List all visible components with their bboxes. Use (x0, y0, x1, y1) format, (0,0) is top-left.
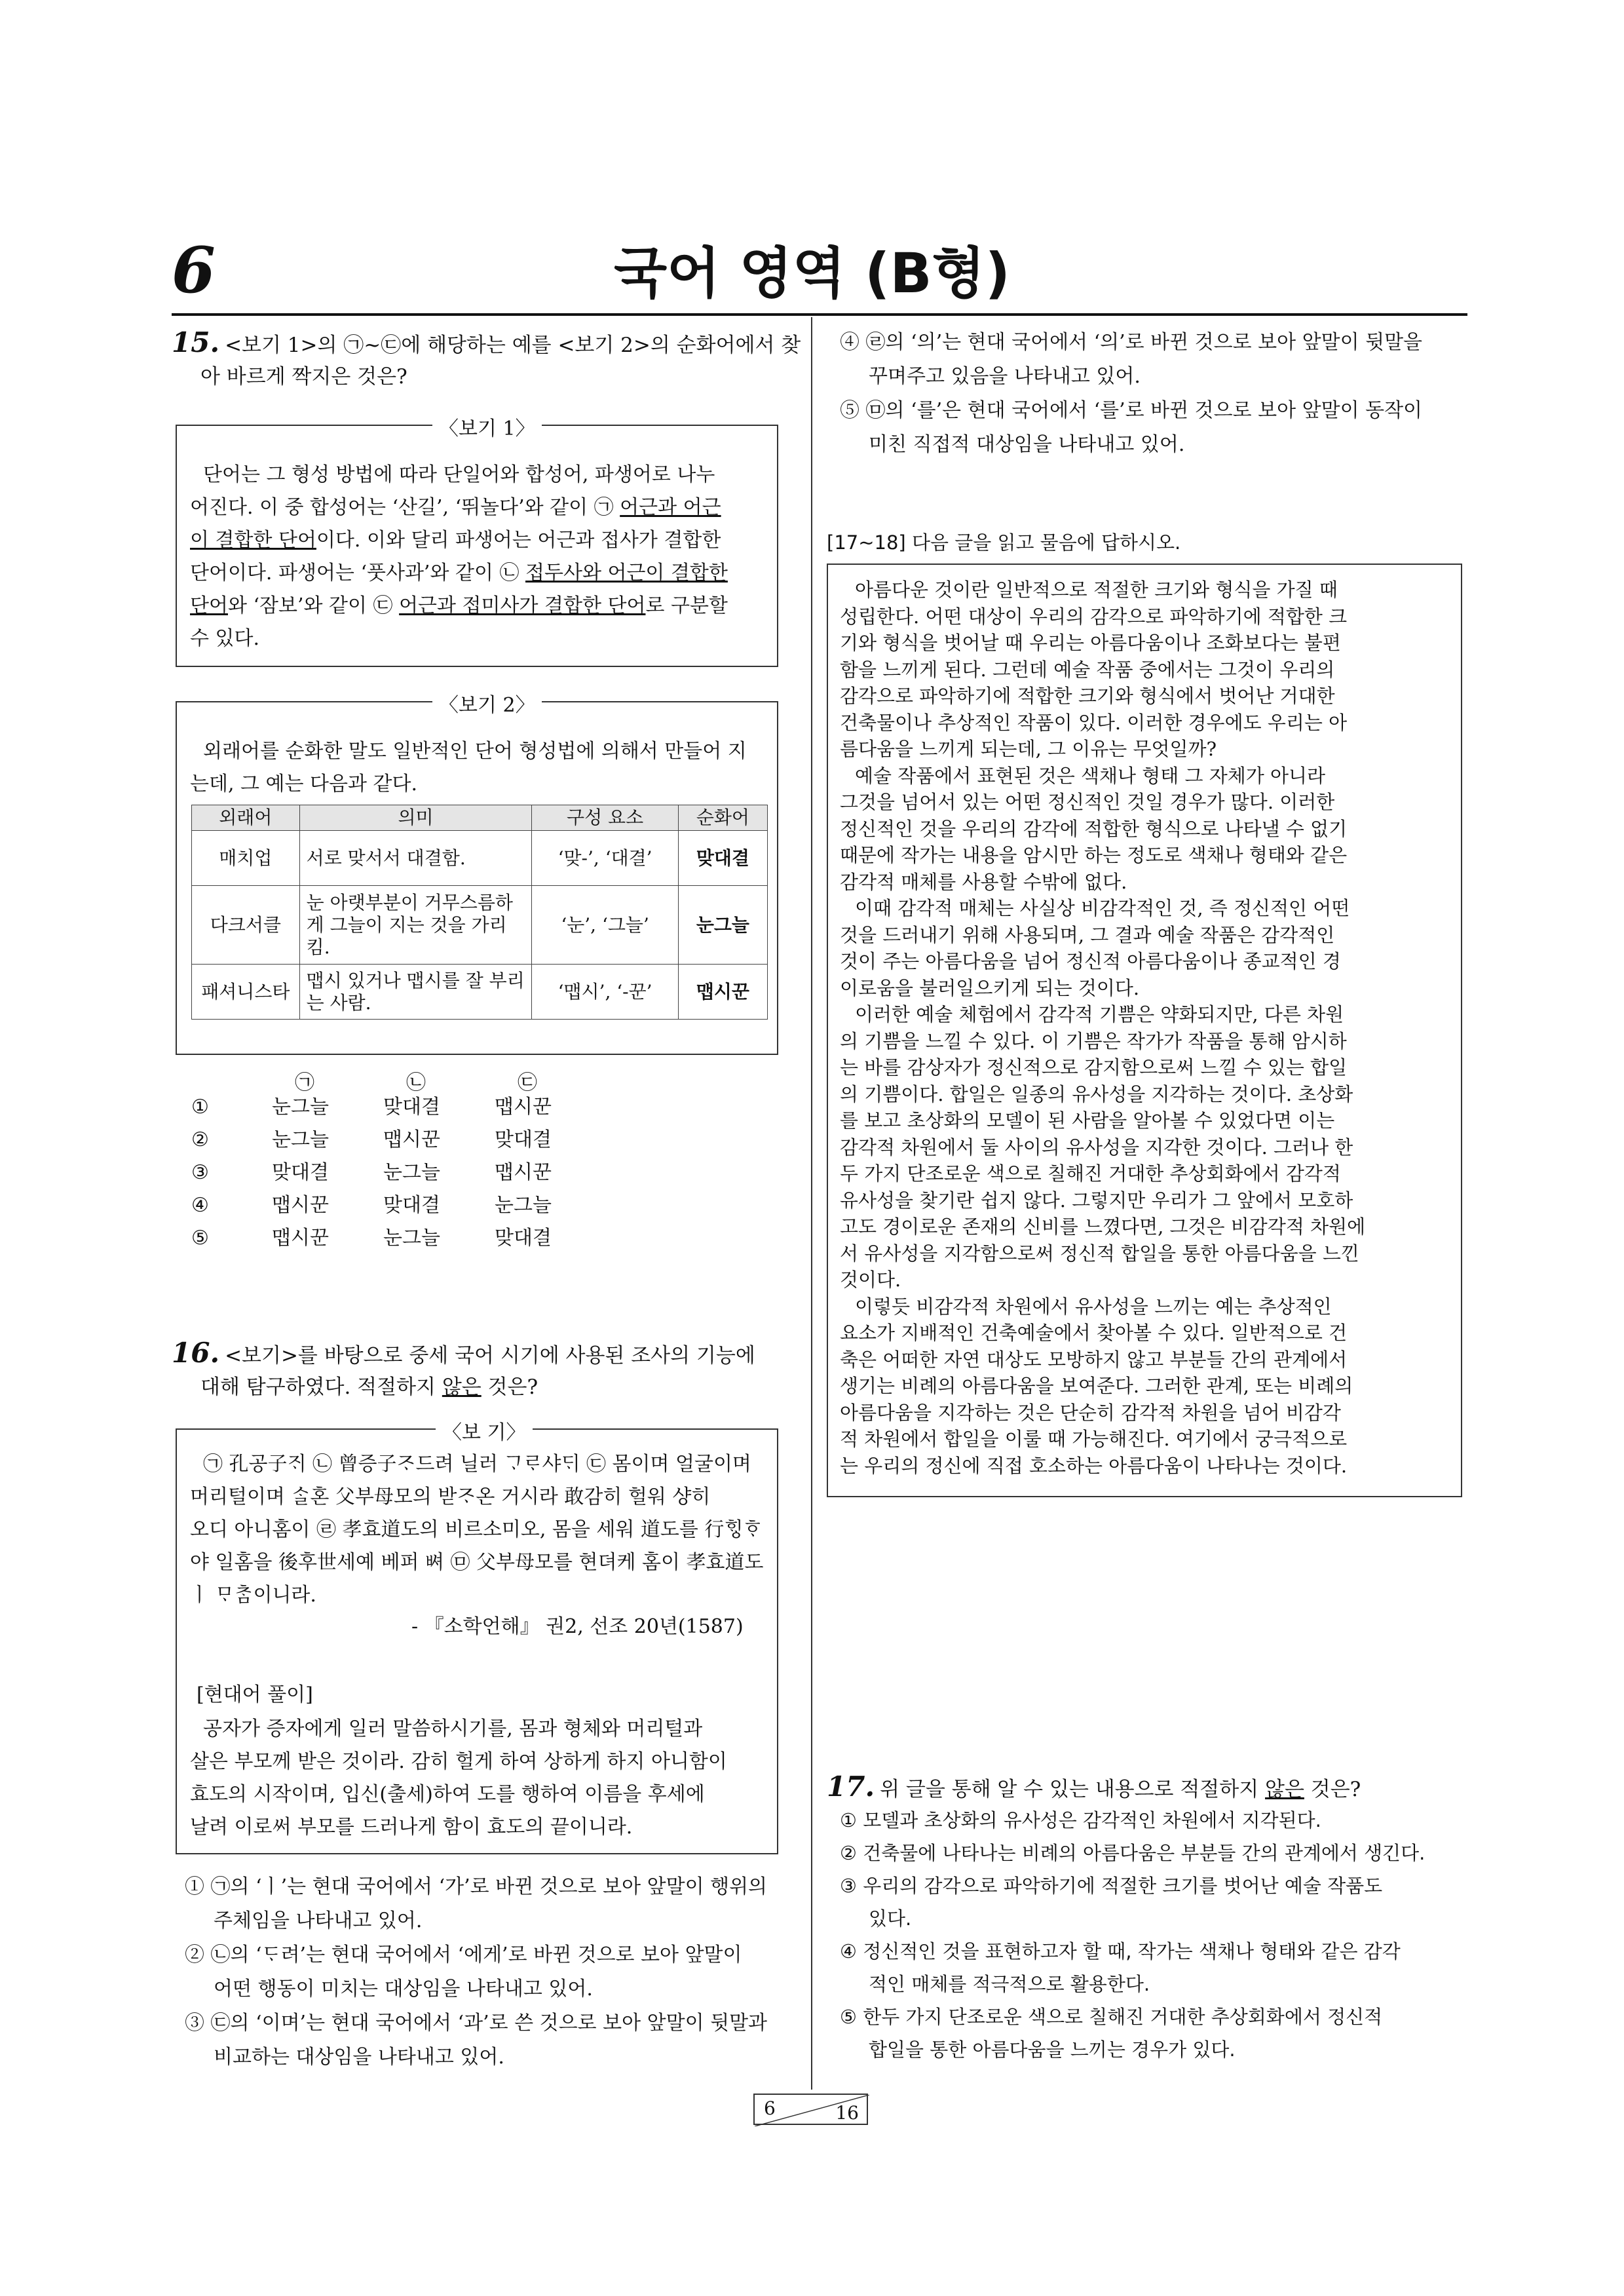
choice-value: 맞대결 (495, 1227, 552, 1250)
q16-option-line: 꾸며주고 있음을 나타내고 있어. (869, 365, 1141, 388)
choice-number: ⑤ (191, 1227, 209, 1250)
choice-number: ④ (191, 1194, 209, 1217)
choice-number: ② (191, 1128, 209, 1151)
choice-value: 맵시꾼 (495, 1161, 552, 1184)
q15-box2-title: 〈보기 2〉 (432, 689, 542, 722)
passage-line: 고도 경이로운 존재의 신비를 느꼈다면, 그것은 비감각적 차원에 (840, 1215, 1366, 1238)
table-cell: ‘맵시’, ‘-꾼’ (532, 965, 678, 1020)
passage-line: 는 바를 감상자가 정신적으로 감지함으로써 느낄 수 있는 합일 (840, 1056, 1348, 1079)
table-cell: 서로 맞서서 대결함. (299, 831, 532, 886)
box1-line: 단어와 ‘잠보’와 같이 ㉢ 어근과 접미사가 결합한 단어로 구분할 (190, 594, 728, 617)
q16-option-line: ① ㉠의 ‘ㅣ’는 현대 국어에서 ‘가’로 바뀐 것으로 보아 앞말이 행위의 (185, 1875, 768, 1898)
q16-box-line: ㉠ 孔공子ᄌᆡ ㉡ 曾증子ᄌᆞ드려 닐러 ᄀᆞᄅᆞ샤ᄃᆡ ㉢ 몸이며 얼굴이며 (203, 1453, 751, 1476)
q17-number: 17. (827, 1770, 875, 1803)
q15-stem-line: 아 바르게 짝지은 것은? (200, 365, 407, 389)
table-row (192, 831, 768, 886)
choice-header: ㉡ (406, 1071, 426, 1094)
q17-option-line: 있다. (869, 1907, 912, 1930)
passage-line: 함을 느끼게 된다. 그런데 예술 작품 중에서는 그것이 우리의 (840, 658, 1335, 681)
q15-box1-title: 〈보기 1〉 (432, 413, 542, 446)
table-cell: ‘눈’, ‘그늘’ (532, 886, 678, 965)
passage-line: 를 보고 초상화의 모델이 된 사람을 알아볼 수 있었다면 이는 (840, 1109, 1335, 1132)
table-row (192, 886, 768, 965)
q16-box-line: 야 일홈을 後후世세예 베퍼 ᄡᅧ ㉤ 父부母모를 현뎌케 홈이 孝효道도 (190, 1551, 764, 1574)
q16-option-line: ⑤ ㉤의 ‘를’은 현대 국어에서 ‘를’로 바뀐 것으로 보아 앞말이 동작이 (840, 399, 1423, 422)
q17-option-line: 합일을 통한 아름다움을 느끼는 경우가 있다. (869, 2038, 1236, 2061)
table-cell: 다크서클 (192, 886, 300, 965)
q17-option-line: ② 건축물에 나타나는 비례의 아름다움은 부분들 간의 관계에서 생긴다. (840, 1842, 1426, 1864)
table-header: 구성 요소 (532, 805, 678, 831)
passage-line: 때문에 작가는 내용을 암시만 하는 정도로 색채나 형태와 같은 (840, 844, 1348, 866)
passage-heading: [17~18] 다음 글을 읽고 물음에 답하시오. (827, 531, 1181, 554)
page-counter (753, 2094, 868, 2125)
q16-option-line: 미친 직접적 대상임을 나타내고 있어. (869, 433, 1185, 456)
choice-value: 눈그늘 (272, 1128, 329, 1151)
table-cell: 눈 아랫부분이 거무스름하게 그늘이 지는 것을 가리킴. (299, 886, 532, 965)
passage-line: 것이 주는 아름다움을 넘어 정신적 아름다움이나 종교적인 경 (840, 950, 1341, 972)
passage-line: 두 가지 단조로운 색으로 칠해진 거대한 추상회화에서 감각적 (840, 1162, 1341, 1185)
q17-stem-line: 17. 위 글을 통해 알 수 있는 내용으로 적절하지 않은 것은? (827, 1770, 1361, 1803)
q16-stem-line: 16. <보기>를 바탕으로 중세 국어 시기에 사용된 조사의 기능에 (172, 1337, 755, 1369)
passage-line: 예술 작품에서 표현된 것은 색채나 형태 그 자체가 아니라 (855, 764, 1326, 787)
q16-stem-line: 대해 탐구하였다. 적절하지 않은 것은? (200, 1375, 538, 1399)
q16-option-line: ③ ㉢의 ‘이며’는 현대 국어에서 ‘과’로 쓴 것으로 보아 앞말이 뒷말과 (185, 2012, 768, 2035)
passage-line: 것을 드러내기 위해 사용되며, 그 결과 예술 작품은 감각적인 (840, 923, 1335, 946)
loanword-table (191, 805, 768, 1020)
q16-box-line: 오디 아니홈이 ㉣ 孝효道도의 비르소미오, 몸을 세워 道도를 行ᄒᆡᇰᄒᆞ (190, 1518, 763, 1541)
passage-line: 이렇듯 비감각적 차원에서 유사성을 느끼는 예는 추상적인 (855, 1295, 1332, 1318)
q17-option-line: ① 모델과 초상화의 유사성은 감각적인 차원에서 지각된다. (840, 1809, 1321, 1831)
choice-number: ③ (191, 1161, 209, 1184)
q16-option-line: ② ㉡의 ‘ᄃᆞ려’는 현대 국어에서 ‘에게’로 바뀐 것으로 보아 앞말이 (185, 1943, 742, 1966)
q16-box-line: ㅣ ᄆᆞᄎᆞᆷ이니라. (190, 1584, 316, 1607)
passage-line: 는 우리의 정신에 직접 호소하는 아름다움이 나타나는 것이다. (840, 1454, 1348, 1477)
box1-line: 수 있다. (190, 627, 260, 650)
passage-line: 축은 어떠한 자연 대상도 모방하지 않고 부분들 간의 관계에서 (840, 1348, 1348, 1371)
passage-line: 아름다운 것이란 일반적으로 적절한 크기와 형식을 가질 때 (855, 579, 1338, 601)
passage-line: 이로움을 불러일으키게 되는 것이다. (840, 976, 1140, 999)
q17-option-line: ⑤ 한두 가지 단조로운 색으로 칠해진 거대한 추상회화에서 정신적 (840, 2006, 1383, 2028)
page-title: 국어 영역 (B형) (613, 241, 1010, 305)
choice-value: 눈그늘 (383, 1227, 440, 1250)
choice-value: 눈그늘 (272, 1096, 329, 1119)
choice-header: ㉢ (518, 1071, 537, 1094)
page-number: 6 (172, 233, 216, 307)
table-cell: 맵시꾼 (678, 965, 767, 1020)
q15-stem-line: 15. <보기 1>의 ㉠~㉢에 해당하는 예를 <보기 2>의 순화어에서 찾 (172, 326, 801, 358)
table-cell: 맵시 있거나 맵시를 잘 부리는 사람. (299, 965, 532, 1020)
table-cell: ‘맞-’, ‘대결’ (532, 831, 678, 886)
q16-option-line: 주체임을 나타내고 있어. (214, 1909, 423, 1932)
page-counter-current: 6 (764, 2097, 776, 2119)
q16-option-line: 어떤 행동이 미치는 대상임을 나타내고 있어. (214, 1978, 593, 2000)
choice-value: 맞대결 (383, 1194, 440, 1217)
passage-line: 의 기쁨이다. 합일은 일종의 유사성을 지각하는 것이다. 초상화 (840, 1082, 1353, 1105)
passage-line: 성립한다. 어떤 대상이 우리의 감각으로 파악하기에 적합한 크 (840, 605, 1348, 628)
q16-number: 16. (172, 1337, 220, 1369)
q16-option-line: 비교하는 대상임을 나타내고 있어. (214, 2046, 504, 2069)
box1-line: 단어는 그 형성 방법에 따라 단일어와 합성어, 파생어로 나누 (203, 463, 715, 486)
passage-line: 이때 감각적 매체는 사실상 비감각적인 것, 즉 정신적인 어떤 (855, 897, 1350, 919)
table-header: 의미 (299, 805, 532, 831)
page-counter-total: 16 (835, 2102, 859, 2124)
choice-value: 맞대결 (383, 1096, 440, 1119)
box1-line: 어진다. 이 중 합성어는 ‘산길’, ‘뛰놀다’와 같이 ㉠ 어근과 어근 (190, 496, 721, 519)
table-header-row (192, 805, 768, 831)
table-cell: 맞대결 (678, 831, 767, 886)
column-divider (811, 317, 812, 2090)
choice-number: ① (191, 1096, 209, 1119)
choice-value: 맞대결 (272, 1161, 329, 1184)
q16-modern-line: 살은 부모께 받은 것이라. 감히 헐게 하여 상하게 하지 아니함이 (190, 1750, 727, 1773)
passage-line: 서 유사성을 지각함으로써 정신적 합일을 통한 아름다움을 느낀 (840, 1242, 1359, 1265)
box1-line: 단어이다. 파생어는 ‘풋사과’와 같이 ㉡ 접두사와 어근이 결합한 (190, 562, 728, 584)
passage-line: 이러한 예술 체험에서 감각적 기쁨은 약화되지만, 다른 차원 (855, 1003, 1344, 1025)
box1-line: 이 결합한 단어이다. 이와 달리 파생어는 어근과 접사가 결합한 (190, 529, 721, 552)
choice-value: 맵시꾼 (272, 1227, 329, 1250)
table-cell: 패셔니스타 (192, 965, 300, 1020)
passage-line: 의 기쁨을 느낄 수 있다. 이 기쁨은 작가가 작품을 통해 암시하 (840, 1029, 1347, 1052)
choice-value: 눈그늘 (495, 1194, 552, 1217)
choice-value: 눈그늘 (383, 1161, 440, 1184)
passage-line: 아름다움을 지각하는 것은 단순히 감각적 차원을 넘어 비감각 (840, 1401, 1341, 1424)
q16-box-title: 〈보 기〉 (436, 1417, 533, 1449)
choice-value: 맞대결 (495, 1128, 552, 1151)
passage-line: 정신적인 것을 우리의 감각에 적합한 형식으로 나타낼 수 없기 (840, 817, 1348, 840)
choice-value: 맵시꾼 (495, 1096, 552, 1119)
q16-option-line: ④ ㉣의 ‘의’는 현대 국어에서 ‘의’로 바뀐 것으로 보아 앞말이 뒷말을 (840, 331, 1423, 354)
q16-modern-line: 날려 이로써 부모를 드러나게 함이 효도의 끝이니라. (190, 1816, 633, 1839)
q16-modern-line: 효도의 시작이며, 입신(출세)하여 도를 행하여 이름을 후세에 (190, 1783, 705, 1806)
choice-header: ㉠ (295, 1071, 314, 1094)
passage-line: 것이다. (840, 1269, 901, 1291)
q16-modern-title: [현대어 풀이] (197, 1683, 313, 1706)
q16-box-line: 머리털이며 ᄉᆞᆯ혼 父부母모의 받ᄌᆞ온 거시라 敢감히 헐워 샹히 (190, 1485, 711, 1508)
table-cell: 눈그늘 (678, 886, 767, 965)
box2-intro: 외래어를 순화한 말도 일반적인 단어 형성법에 의해서 만들어 지 (203, 740, 747, 763)
passage-line: 감각적 차원에서 둘 사이의 유사성을 지각한 것이다. 그러나 한 (840, 1136, 1353, 1158)
passage-line: 적 차원에서 합일을 이룰 때 가능해진다. 여기에서 궁극적으로 (840, 1428, 1348, 1450)
table-header: 외래어 (192, 805, 300, 831)
passage-line: 건축물이나 추상적인 작품이 있다. 이러한 경우에도 우리는 아 (840, 711, 1348, 734)
choice-value: 맵시꾼 (272, 1194, 329, 1217)
q17-option-line: 적인 매체를 적극적으로 활용한다. (869, 1973, 1150, 1995)
choice-value: 맵시꾼 (383, 1128, 440, 1151)
passage-line: 그것을 넘어서 있는 어떤 정신적인 것일 경우가 많다. 이러한 (840, 791, 1335, 813)
header-rule (172, 313, 1467, 316)
q17-option-line: ③ 우리의 감각으로 파악하기에 적절한 크기를 벗어난 예술 작품도 (840, 1875, 1383, 1897)
q15-number: 15. (172, 326, 220, 358)
table-header: 순화어 (678, 805, 767, 831)
table-cell: 매치업 (192, 831, 300, 886)
passage-line: 감각적 매체를 사용할 수밖에 없다. (840, 870, 1127, 893)
q16-source: - 『소학언해』 권2, 선조 20년(1587) (411, 1615, 744, 1638)
passage-line: 기와 형식을 벗어날 때 우리는 아름다움이나 조화보다는 불편 (840, 632, 1341, 654)
passage-line: 유사성을 찾기란 쉽지 않다. 그렇지만 우리가 그 앞에서 모호하 (840, 1189, 1353, 1212)
passage-line: 감각으로 파악하기에 적합한 크기와 형식에서 벗어난 거대한 (840, 685, 1335, 707)
passage-line: 요소가 지배적인 건축예술에서 찾아볼 수 있다. 일반적으로 건 (840, 1322, 1348, 1344)
q16-modern-line: 공자가 증자에게 일러 말씀하시기를, 몸과 형체와 머리털과 (203, 1717, 703, 1740)
q17-option-line: ④ 정신적인 것을 표현하고자 할 때, 작가는 색채나 형태와 같은 감각 (840, 1940, 1401, 1962)
passage-line: 생기는 비례의 아름다움을 보여준다. 그러한 관계, 또는 비례의 (840, 1375, 1353, 1397)
passage-line: 름다움을 느끼게 되는데, 그 이유는 무엇일까? (840, 738, 1217, 760)
box2-intro: 는데, 그 예는 다음과 같다. (190, 773, 418, 795)
table-row (192, 965, 768, 1020)
